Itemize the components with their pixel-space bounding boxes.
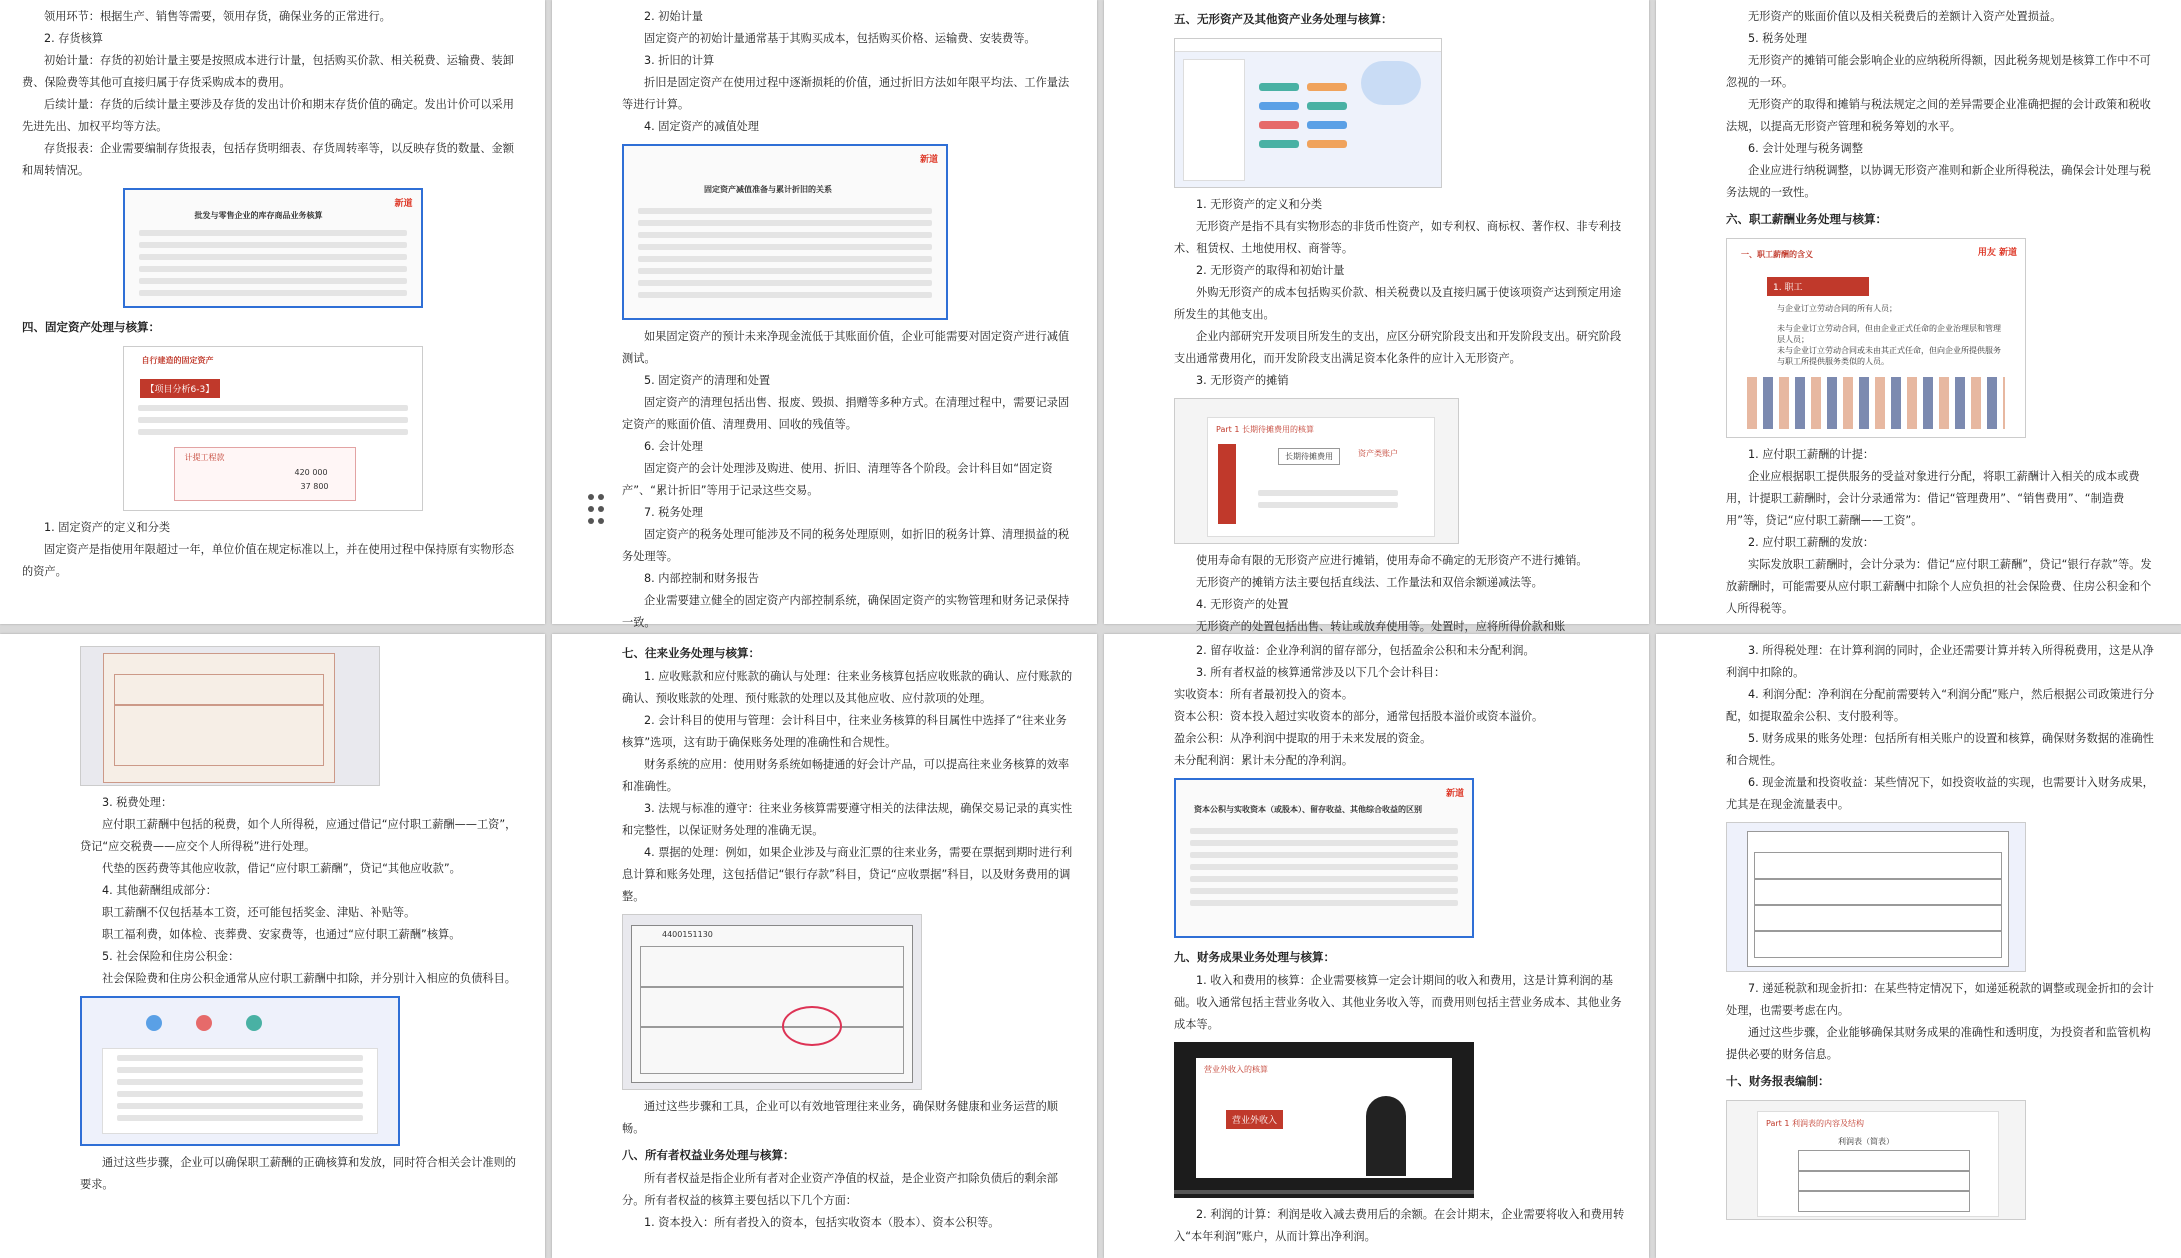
paragraph: 企业应进行纳税调整，以协调无形资产准则和新企业所得税法，确保会计处理与税务法规的一致性。 [1726, 164, 2151, 199]
paragraph: 后续计量：存货的后续计量主要涉及存货的发出计价和期末存货价值的确定。发出计价可以采用先进先出、加权平均等方法。 [22, 98, 514, 133]
paragraph: 无形资产的处置包括出售、转让或放弃使用等。处置时，应将所得价款和账 [1196, 620, 1566, 633]
slide-table-title: 利润表（简表） [1838, 1137, 1894, 1146]
app-screenshot [1174, 38, 1442, 188]
paragraph: 无形资产的摊销方法主要包括直线法、工作量法和双倍余额递减法等。 [1196, 576, 1543, 589]
paragraph: 无形资产的摊销可能会影响企业的应纳税所得额，因此税务规划是核算工作中不可忽视的一环。 [1726, 54, 2151, 89]
paragraph: 固定资产是指使用年限超过一年，单位价值在规定标准以上，并在使用过程中保持原有实物形态的资产。 [22, 543, 514, 578]
slide-amount: 37 800 [300, 482, 329, 491]
paragraph: 6. 会计处理 [644, 440, 703, 453]
paragraph: 社会保险费和住房公积金通常从应付职工薪酬中扣除，并分别计入相应的负债科目。 [102, 972, 516, 985]
doc-page-1 [0, 0, 545, 624]
paragraph: 4. 其他薪酬组成部分： [102, 884, 217, 897]
section-heading: 八、所有者权益业务处理与核算： [622, 1148, 795, 1162]
slide-item: 未与企业订立劳动合同，但由企业正式任命的企业治理层和管理层人员； [1777, 324, 2001, 344]
paragraph: 通过这些步骤和工具，企业可以有效地管理往来业务，确保财务健康和业务运营的顺畅。 [622, 1100, 1058, 1135]
slide-box: 长期待摊费用 [1278, 448, 1340, 465]
paragraph: 固定资产的税务处理可能涉及不同的税务处理原则，如折旧的税务计算、清理损益的税务处理等。 [622, 528, 1070, 563]
paragraph: 1. 无形资产的定义和分类 [1196, 198, 1323, 211]
paragraph: 2. 留存收益：企业净利润的留存部分，包括盈余公积和未分配利润。 [1196, 644, 1535, 657]
paragraph: 通过这些步骤，企业能够确保其财务成果的准确性和透明度，为投资者和监管机构提供必要的财务信息。 [1726, 1026, 2151, 1061]
paragraph: 代垫的医药费等其他应收款，借记“应付职工薪酬”，贷记“其他应收款”。 [102, 862, 461, 875]
slide-item: 与企业订立劳动合同的所有人员； [1777, 304, 1897, 313]
paragraph: 4. 票据的处理：例如，如果企业涉及与商业汇票的往来业务，需要在票据到期时进行利息计算和账务处理，这包括借记“银行存款”科目，贷记“应收票据”科目，以及财务费用的调整。 [622, 846, 1073, 903]
paragraph: 领用环节：根据生产、销售等需要，领用存货，确保业务的正常进行。 [44, 10, 391, 23]
doc-page-3 [1104, 0, 1649, 633]
paragraph: 3. 无形资产的摊销 [1196, 374, 1289, 387]
slide-box-title: 计提工程款 [184, 453, 225, 462]
slide-screenshot [1174, 398, 1459, 544]
paragraph: 实收资本：所有者最初投入的资本。 [1174, 688, 1354, 701]
invoice-code: 4400151130 [662, 930, 713, 939]
paragraph: 7. 递延税款和现金折扣：在某些特定情况下，如递延税款的调整或现金折扣的会计处理，也需要考虑在内。 [1726, 982, 2154, 1017]
paragraph: 职工福利费，如体检、丧葬费、安家费等，也通过“应付职工薪酬”核算。 [102, 928, 461, 941]
section-heading: 五、无形资产及其他资产业务处理与核算： [1174, 12, 1393, 26]
doc-page-6 [552, 634, 1097, 1258]
paragraph: 4. 固定资产的减值处理 [644, 120, 759, 133]
doc-page-7 [1104, 634, 1649, 1258]
slide-title: 自行建造的固定资产 [141, 356, 214, 365]
paragraph: 2. 应付职工薪酬的发放： [1748, 536, 1875, 549]
paragraph: 1. 应收账款和应付账款的确认与处理：往来业务核算包括应收账款的确认、应付账款的确认、预收账款的处理、预付账款的处理以及其他应收、应付款项的处理。 [622, 670, 1073, 705]
doc-page-4 [1656, 0, 2181, 624]
paragraph: 财务系统的应用：使用财务系统如畅捷通的好会计产品，可以提高往来业务核算的效率和准确性。 [622, 758, 1070, 793]
section-heading: 九、财务成果业务处理与核算： [1174, 950, 1335, 964]
paragraph: 7. 税务处理 [644, 506, 703, 519]
paragraph: 无形资产的取得和摊销与税法规定之间的差异需要企业准确把握的会计政策和税收法规，以提高无形资产管理和税务筹划的水平。 [1726, 98, 2151, 133]
slide-title: Part 1 长期待摊费用的核算 [1216, 425, 1314, 434]
paragraph: 2. 初始计量 [644, 10, 703, 23]
paragraph: 1. 固定资产的定义和分类 [44, 521, 171, 534]
brand-logo: 新道 [919, 155, 938, 165]
paragraph: 盈余公积：从净利润中提取的用于未来发展的资金。 [1174, 732, 1432, 745]
paragraph: 5. 税务处理 [1748, 32, 1807, 45]
paragraph: 3. 法规与标准的遵守：往来业务核算需要遵守相关的法律法规，确保交易记录的真实性和完整性，以保证财务处理的准确无误。 [622, 802, 1073, 837]
paragraph: 通过这些步骤，企业可以确保职工薪酬的正确核算和发放，同时符合相关会计准则的要求。 [80, 1156, 516, 1191]
document-figure [1174, 778, 1474, 938]
document-figure [123, 188, 423, 308]
paragraph: 使用寿命有限的无形资产应进行摊销，使用寿命不确定的无形资产不进行摊销。 [1196, 554, 1588, 567]
paragraph: 企业应根据职工提供服务的受益对象进行分配，将职工薪酬计入相关的成本或费用，计提职工薪酬时，会计分录通常为：借记“管理费用”、“销售费用”、“制造费用”等，贷记“应付职工薪酬——工资”。 [1726, 470, 2140, 527]
video-title: 营业外收入的核算 [1204, 1065, 1268, 1074]
slide-case-label: 【项目分析6-3】 [140, 379, 221, 398]
slide-title: 一、职工薪酬的含义 [1741, 250, 1813, 259]
paragraph: 5. 固定资产的清理和处置 [644, 374, 771, 387]
video-screenshot[interactable] [1174, 1042, 1474, 1198]
brand-logo: 用友 新道 [1977, 248, 2017, 258]
paragraph: 3. 税费处理： [102, 796, 173, 809]
figure-title: 批发与零售企业的库存商品业务核算 [194, 211, 323, 220]
paragraph: 3. 所得税处理：在计算利润的同时，企业还需要计算并转入所得税费用，这是从净利润中扣除的。 [1726, 644, 2154, 679]
figure-title: 固定资产减值准备与累计折旧的关系 [704, 185, 832, 194]
slide-subtitle: 1. 职工 [1767, 277, 1869, 296]
section-heading: 六、职工薪酬业务处理与核算： [1726, 212, 1887, 226]
paragraph: 企业需要建立健全的固定资产内部控制系统，确保固定资产的实物管理和财务记录保持一致。 [622, 594, 1070, 629]
paragraph: 3. 折旧的计算 [644, 54, 715, 67]
paragraph: 实际发放职工薪酬时，会计分录为：借记“应付职工薪酬”，贷记“银行存款”等。发放薪酬时，可能需要从应付职工薪酬中扣除个人应负担的社会保险费、住房公积金和个人所得税等。 [1726, 558, 2152, 615]
paragraph: 应付职工薪酬中包括的税费，如个人所得税，应通过借记“应付职工薪酬——工资”，贷记“应交税费——应交个人所得税”进行处理。 [80, 818, 517, 853]
paragraph: 1. 资本投入：所有者投入的资本，包括实收资本（股本）、资本公积等。 [644, 1216, 1000, 1229]
app-screenshot [1726, 822, 2026, 972]
brand-logo: 新道 [1445, 789, 1464, 799]
video-tag: 营业外收入 [1226, 1110, 1283, 1129]
paragraph: 2. 无形资产的取得和初始计量 [1196, 264, 1345, 277]
paragraph: 所有者权益是指企业所有者对企业资产净值的权益，是企业资产扣除负债后的剩余部分。所有者权益的核算主要包括以下几个方面： [622, 1172, 1058, 1207]
paragraph: 企业内部研究开发项目所发生的支出，应区分研究阶段支出和开发阶段支出。研究阶段支出通常费用化，而开发阶段支出满足资本化条件的应计入无形资产。 [1174, 330, 1622, 365]
paragraph: 2. 会计科目的使用与管理：会计科目中，往来业务核算的科目属性中选择了“往来业务核算”选项，这有助于确保账务处理的准确性和合规性。 [622, 714, 1067, 749]
doc-page-5 [0, 634, 545, 1258]
paragraph: 5. 财务成果的账务处理：包括所有相关账户的设置和核算，确保财务数据的准确性和合规性。 [1726, 732, 2154, 767]
paragraph: 固定资产的会计处理涉及购进、使用、折旧、清理等各个阶段。会计科目如“固定资产”、“累计折旧”等用于记录这些交易。 [622, 462, 1053, 497]
paragraph: 无形资产的账面价值以及相关税费后的差额计入资产处置损益。 [1748, 10, 2062, 23]
section-heading: 十、财务报表编制： [1726, 1074, 1830, 1088]
app-screenshot [80, 996, 400, 1146]
paragraph: 1. 收入和费用的核算：企业需要核算一定会计期间的收入和费用，这是计算利润的基础。收入通常包括主营业务收入、其他业务收入等，而费用则包括主营业务成本、其他业务成本等。 [1174, 974, 1622, 1031]
section-heading: 四、固定资产处理与核算： [22, 320, 160, 334]
paragraph: 初始计量：存货的初始计量主要是按照成本进行计量，包括购买价款、相关税费、运输费、装卸费、保险费等其他可直接归属于存货采购成本的费用。 [22, 54, 514, 89]
paragraph: 2. 存货核算 [44, 32, 103, 45]
paragraph: 6. 会计处理与税务调整 [1748, 142, 1863, 155]
paragraph: 4. 利润分配：净利润在分配前需要转入“利润分配”账户，然后根据公司政策进行分配，如提取盈余公积、支付股利等。 [1726, 688, 2155, 723]
slide-screenshot [1726, 1100, 2026, 1220]
section-heading: 七、往来业务处理与核算： [622, 646, 760, 660]
paragraph: 资本公积：资本投入超过实收资本的部分，通常包括股本溢价或资本溢价。 [1174, 710, 1544, 723]
paragraph: 2. 利润的计算：利润是收入减去费用后的余额。在会计期末，企业需要将收入和费用转入“本年利润”账户，从而计算出净利润。 [1174, 1208, 1625, 1243]
slide-tag: 资产类账户 [1358, 449, 1398, 458]
figure-title: 资本公积与实收资本（或股本）、留存收益、其他综合收益的区别 [1194, 805, 1422, 814]
slide-screenshot [1726, 238, 2026, 438]
slide-screenshot [123, 346, 423, 511]
paragraph: 8. 内部控制和财务报告 [644, 572, 759, 585]
paragraph: 未分配利润：累计未分配的净利润。 [1174, 754, 1354, 767]
brand-logo: 新道 [394, 199, 413, 209]
paragraph: 如果固定资产的预计未来净现金流低于其账面价值，企业可能需要对固定资产进行减值测试。 [622, 330, 1070, 365]
paragraph: 无形资产是指不具有实物形态的非货币性资产，如专利权、商标权、著作权、非专利技术、租赁权、土地使用权、商誉等。 [1174, 220, 1622, 255]
paragraph: 固定资产的初始计量通常基于其购买成本，包括购买价格、运输费、安装费等。 [644, 32, 1036, 45]
doc-page-8 [1656, 634, 2181, 1258]
paragraph: 6. 现金流量和投资收益：某些情况下，如投资收益的实现，也需要计入财务成果，尤其是在现金流量表中。 [1726, 776, 2154, 811]
paragraph: 折旧是固定资产在使用过程中逐渐损耗的价值，通过折旧方法如年限平均法、工作量法等进行计算。 [622, 76, 1070, 111]
paragraph: 职工薪酬不仅包括基本工资，还可能包括奖金、津贴、补贴等。 [102, 906, 416, 919]
invoice-screenshot [80, 646, 380, 786]
paragraph: 1. 应付职工薪酬的计提： [1748, 448, 1875, 461]
doc-page-2 [552, 0, 1097, 629]
paragraph: 外购无形资产的成本包括购买价款、相关税费以及直接归属于使该项资产达到预定用途所发生的其他支出。 [1174, 286, 1622, 321]
slide-amount: 420 000 [294, 468, 328, 477]
slide-item: 未与企业订立劳动合同或未由其正式任命，但向企业所提供服务与职工所提供服务类似的人员。 [1777, 346, 2001, 366]
invoice-screenshot [622, 914, 922, 1090]
paragraph: 存货报表：企业需要编制存货报表，包括存货明细表、存货周转率等，以反映存货的数量、金额和周转情况。 [22, 142, 514, 177]
slide-title: Part 1 利润表的内容及结构 [1766, 1119, 1864, 1128]
paragraph: 固定资产的清理包括出售、报废、毁损、捐赠等多种方式。在清理过程中，需要记录固定资产的账面价值、清理费用、回收的残值等。 [622, 396, 1070, 431]
document-figure [622, 144, 948, 320]
paragraph: 5. 社会保险和住房公积金： [102, 950, 240, 963]
paragraph: 4. 无形资产的处置 [1196, 598, 1289, 611]
paragraph: 3. 所有者权益的核算通常涉及以下几个会计科目： [1196, 666, 1446, 679]
drag-handle-icon[interactable] [588, 494, 606, 526]
